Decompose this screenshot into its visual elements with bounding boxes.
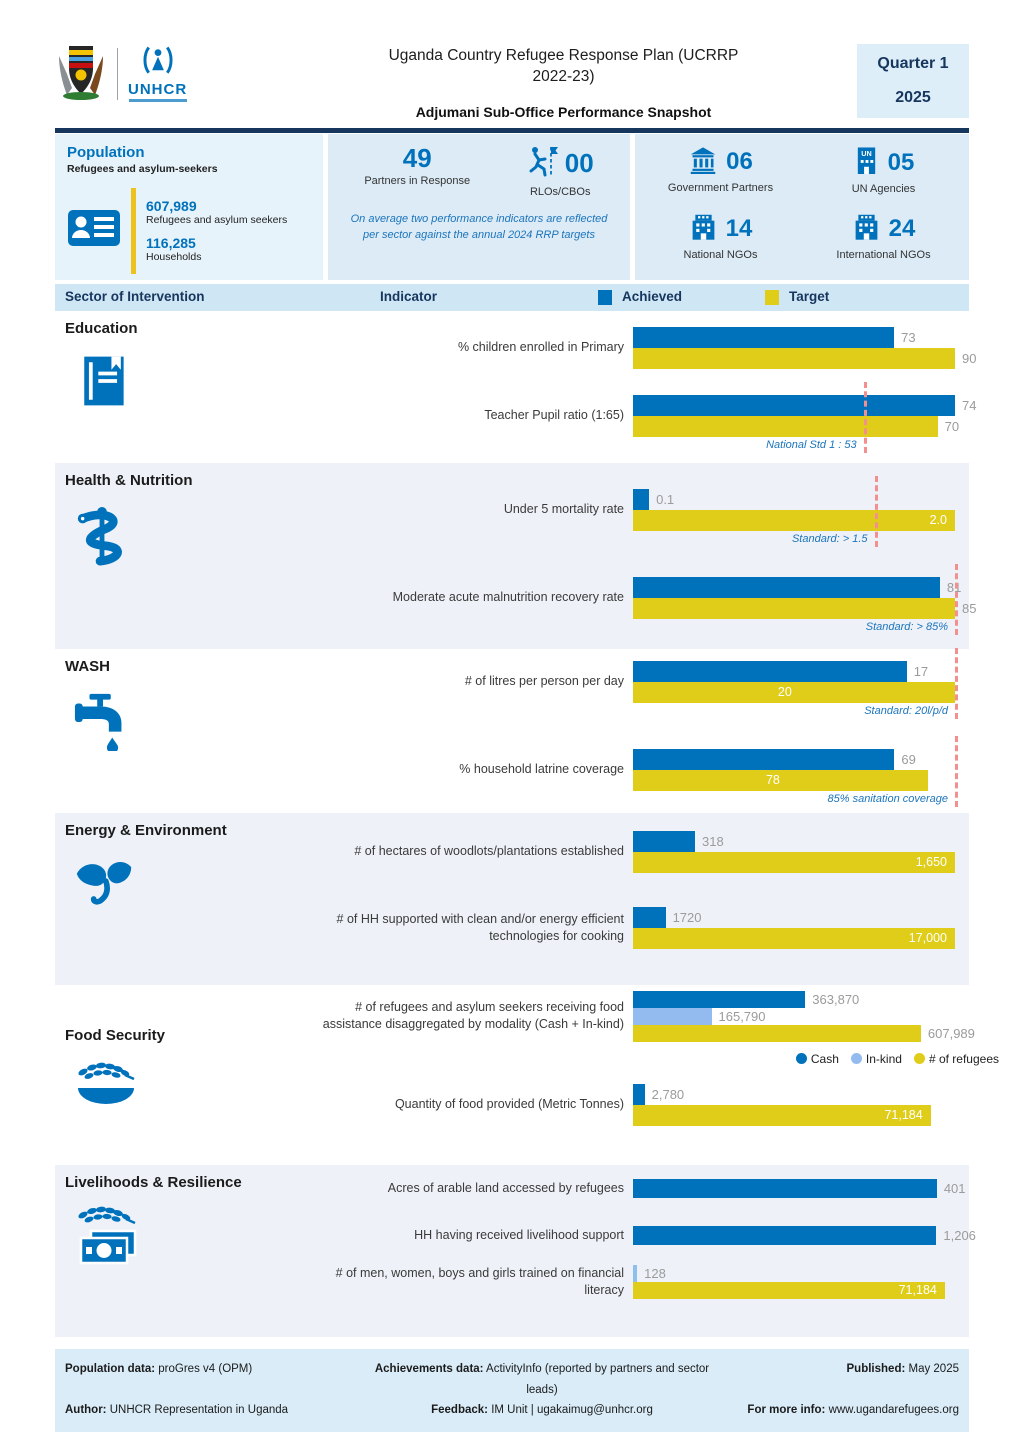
bar-achieved [633,395,977,416]
achieved-legend-label: Achieved [622,288,683,304]
footer-value: UNHCR Representation in Uganda [106,1404,289,1417]
footer-published [719,1359,959,1400]
bar-value-label: 90 [962,350,977,366]
refugees-count: 607,989 [146,198,197,215]
bar-achieved [633,907,702,928]
rlos-stat [527,144,594,198]
legend-dot-target [914,1053,925,1064]
indicator-chart [633,1265,955,1299]
section-title-health-nutrition: Health & Nutrition [65,471,193,489]
section-body-food-security [303,985,999,1165]
footer-label: Author: [65,1404,107,1417]
indicator-chart [633,489,955,545]
bar-value-label: 1,650 [915,854,947,869]
bar-value-label: 74 [962,397,977,413]
reference-annotation: 85% sanitation coverage [827,792,948,805]
section-head-food-security [65,985,303,1165]
indicator-chart [633,831,955,873]
section-body-wash [303,649,969,813]
section-head-energy-environment [65,813,303,985]
section-wash [55,649,969,813]
quarter-label: Quarter 1 [877,55,949,72]
sector-column-header: Sector of Intervention [65,288,205,304]
indicator-row [303,395,977,451]
bar-target [633,1025,975,1042]
indicator-chart [633,661,955,717]
un-agencies-count: 05 [887,148,915,176]
footer-label: For more info: [747,1404,826,1417]
legend-item-label: # of refugees [928,1051,999,1066]
bar-value-label: 70 [944,418,960,434]
bar-value-label: 2.0 [929,512,947,527]
target-legend-label: Target [789,288,830,304]
footer-feedback-email[interactable]: IM Unit | ugakaimug@unhcr.org [488,1404,653,1417]
bar-target [633,682,955,703]
footer-label: Achievements data: [374,1362,484,1375]
indicator-row [303,1265,969,1299]
footer-label: Population data: [65,1362,156,1375]
medical-staff-icon [73,503,303,574]
target-legend-swatch [765,290,779,305]
header-divider [55,128,969,133]
unhcr-wordmark: UNHCR [128,81,188,98]
section-title-education: Education [65,319,138,337]
bar-value-label: 17 [913,663,929,679]
bar-achieved [633,831,724,852]
bar-inkind [633,1008,766,1025]
un-agencies-label: UN Agencies [851,182,916,195]
indicator-label: HH having received livelihood support [414,1227,624,1242]
partners-stat [364,144,470,188]
un-agencies-stat [802,140,965,207]
national-ngos-label: National NGOs [683,248,758,261]
section-title-livelihoods-resilience: Livelihoods & Resilience [65,1173,242,1191]
bar-value-label: 128 [644,1265,666,1281]
id-card-icon [67,207,121,254]
indicator-chart [633,749,955,805]
bar-achieved [633,991,860,1008]
footer-author [65,1400,365,1421]
partner-types-grid [635,134,969,280]
indicator-label: # of men, women, boys and girls trained on financial literacy [335,1265,624,1297]
footer-label: Published: [846,1362,906,1375]
government-partners-count: 06 [726,148,753,176]
bar-target [633,510,955,531]
partners-label: Partners in Response [364,175,471,188]
indicator-label: Moderate acute malnutrition recovery rate [392,590,624,605]
indicator-row [303,991,999,1066]
partners-count: 49 [402,142,432,173]
document-title-line2: 2022-23) [532,67,595,85]
legend-item-label: In-kind [865,1051,902,1066]
document-title-line1: Uganda Country Refugee Response Plan (UCRRP [388,47,739,64]
quarter-badge [857,44,969,118]
bar-value-label: 73 [901,329,916,345]
footer [55,1349,969,1432]
indicator-chart [633,991,999,1066]
section-head-education [65,311,303,463]
bar-value-label: 401 [943,1180,966,1196]
section-title-wash: WASH [65,657,110,675]
footer-value: proGres v4 (OPM) [155,1362,253,1375]
bar-achieved [633,1179,966,1198]
indicator-label: % household latrine coverage [459,762,624,777]
un-building-icon [853,146,880,180]
footer-website-link[interactable]: www.ugandarefugees.org [825,1404,959,1417]
bar-value-label: 165,790 [718,1008,766,1024]
section-energy-environment [55,813,969,985]
indicator-row [303,661,969,717]
bar-value-label: 20 [777,684,792,699]
sections [55,311,999,1337]
title-block [270,42,857,120]
footer-value: ActivityInfo (reported by partners and sector leads) [483,1362,710,1396]
seedling-icon [73,853,303,918]
legend-item [914,1052,999,1066]
runner-flag-icon [527,144,559,183]
legend-item-label: Cash [810,1051,839,1066]
indicator-label: # of HH supported with clean and/or energy efficient technologies for cooking [336,911,624,943]
section-title-energy-environment: Energy & Environment [65,821,227,839]
unhcr-emblem-icon [141,45,175,82]
food-bowl-icon [73,1058,303,1119]
wheat-money-icon [73,1205,303,1274]
indicator-column-header: Indicator [380,288,438,304]
indicator-label: # of litres per person per day [464,674,624,689]
footer-value: May 2025 [905,1362,959,1375]
rlos-label: RLOs/CBOs [529,185,591,198]
reference-annotation: Standard: > 1.5 [791,532,868,545]
international-ngos-count: 24 [888,215,916,243]
bar-target [633,1105,931,1126]
national-ngos-stat [639,207,802,274]
bar-value-label: 71,184 [898,1282,937,1297]
uganda-coat-of-arms-logo [55,42,107,105]
document-subtitle: Adjumani Sub-Office Performance Snapshot [415,103,712,120]
national-ngos-count: 14 [725,215,753,243]
bar-value-label: 78 [765,772,780,787]
achieved-legend-swatch [598,290,612,305]
indicator-label: Teacher Pupil ratio (1:65) [484,408,624,423]
bar-achieved [633,327,916,348]
bar-target [633,598,977,619]
indicator-row [303,907,969,949]
logo-divider [117,48,118,100]
section-education [55,311,977,463]
section-body-education [303,311,977,463]
indicator-label: % children enrolled in Primary [457,340,624,355]
bar-value-label: 1720 [672,909,702,925]
yellow-rule [131,188,136,274]
indicator-chart [633,907,955,949]
book-icon [73,351,303,416]
unhcr-tagline-bar [129,99,187,102]
reference-line [955,648,958,719]
indicator-chart [633,395,977,451]
section-head-wash [65,649,303,813]
section-body-livelihoods-resilience [303,1165,976,1337]
legend-dot-achieved [796,1053,807,1064]
legend-dot-inkind [851,1053,862,1064]
bar-target [633,1282,945,1299]
bar-value-label: 2,780 [651,1086,685,1102]
section-body-health-nutrition [303,463,977,649]
reference-annotation: National Std 1 : 53 [766,438,857,451]
indicator-row [303,577,977,633]
unhcr-logo [128,45,187,102]
bar-target [633,348,977,369]
footer-achievements-data [365,1359,719,1400]
indicator-row [303,327,977,369]
quarter-year: 2025 [895,89,931,106]
legend-item [851,1052,902,1066]
indicator-row [303,1179,969,1198]
population-title: Population [67,143,145,161]
bar-achieved_light [633,1265,666,1282]
footer-population-data [65,1359,365,1400]
rlos-count: 00 [564,148,594,179]
section-livelihoods-resilience [55,1165,976,1337]
indicator-label: Quantity of food provided (Metric Tonnes) [394,1097,624,1112]
section-body-energy-environment [303,813,969,985]
bar-achieved [633,1226,976,1245]
bar-value-label: 0.1 [656,491,675,507]
section-head-livelihoods-resilience [65,1165,303,1337]
svg-text:UN: UN [860,149,872,159]
footer-label: Feedback: [431,1404,488,1417]
table-header-band [55,284,969,311]
footer-more-info [719,1400,959,1421]
indicator-row [303,489,969,545]
reference-annotation: Standard: > 85% [865,620,948,633]
section-health-nutrition [55,463,977,649]
international-ngos-stat [802,207,965,274]
methodology-note: On average two performance indicators are reflected per sector against the annual 2024 RRP targets [350,212,608,241]
bar-value-label: 607,989 [927,1025,975,1041]
government-partners-stat [639,140,802,207]
bar-value-label: 71,184 [884,1107,923,1122]
bar-target [633,416,960,437]
chart-series-legend [796,1052,999,1066]
faucet-icon [73,689,303,756]
partners-panel [328,134,630,280]
footer-feedback [365,1400,719,1421]
logo-group [55,42,270,105]
international-ngos-label: International NGOs [836,248,931,261]
government-bank-icon [688,146,718,179]
government-partners-label: Government Partners [667,181,774,194]
bar-target [633,928,955,949]
reference-annotation: Standard: 20l/p/d [864,704,948,717]
bar-target [633,852,955,873]
reference-line [864,382,867,453]
bar-achieved [633,577,962,598]
indicator-row [303,1084,969,1126]
households-count: 116,285 [146,235,196,252]
reference-line [955,736,958,807]
section-title-food-security: Food Security [65,1026,166,1044]
indicator-label: Under 5 mortality rate [503,502,624,517]
indicator-chart [633,1084,955,1126]
indicator-chart [633,327,977,369]
population-band [55,134,969,280]
indicator-label: Acres of arable land accessed by refugees [387,1180,624,1195]
indicator-row [303,831,969,873]
ngo-building-icon [852,213,881,246]
section-head-health-nutrition [65,463,303,649]
section-food-security [55,985,999,1165]
indicator-label: # of hectares of woodlots/plantations established [354,844,624,859]
indicator-chart [633,1179,966,1198]
population-subtitle: Refugees and asylum-seekers [67,162,218,175]
legend-item [796,1052,839,1066]
indicator-chart [633,577,977,633]
bar-value-label: 81 [946,579,962,595]
households-count-label: Households [146,251,202,264]
indicator-row [303,1226,976,1245]
bar-achieved [633,661,929,682]
indicator-row [303,749,969,805]
header [55,0,969,120]
indicator-chart [633,1226,976,1245]
refugees-count-label: Refugees and asylum seekers [146,214,288,227]
bar-value-label: 363,870 [812,991,860,1007]
population-panel [55,134,323,280]
bar-value-label: 318 [702,833,724,849]
reference-line [955,564,958,635]
indicator-label: # of refugees and asylum seekers receiving food assistance disaggregated by modality (Cash + In-kind) [322,1000,624,1032]
bar-value-label: 69 [901,751,916,767]
bar-value-label: 17,000 [908,930,947,945]
ngo-building-icon [689,213,718,246]
bar-value-label: 1,206 [943,1227,976,1243]
reference-line [875,476,878,547]
bar-value-label: 85 [962,600,977,616]
bar-target [633,770,928,791]
bar-achieved [633,1084,685,1105]
bar-achieved [633,749,916,770]
bar-achieved [633,489,675,510]
